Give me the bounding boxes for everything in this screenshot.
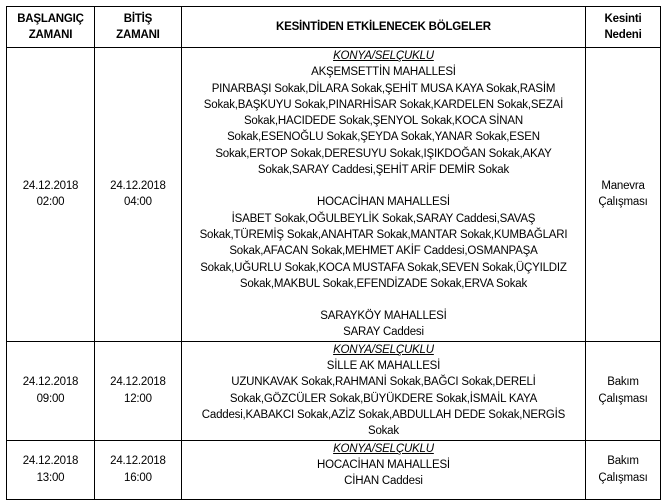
neighborhood-title: AKŞEMSETTİN MAHALLESİ (311, 66, 456, 79)
street-list-line: Sokak,BAŞKUYU Sokak,PINARHİSAR Sokak,KARDELEN Sokak,SEZAİ (203, 98, 564, 111)
start-time-cell: 24.12.2018 02:00 (7, 48, 95, 342)
street-list-line: Sokak,GÖZCÜLER Sokak,BÜYÜKDERE Sokak,İSMAİL KAYA (229, 392, 538, 405)
street-list-line: SARAY Caddesi (343, 326, 424, 339)
header-start-time: BAŞLANGIÇ ZAMANI (7, 7, 95, 48)
street-list-line: Sokak,ERTOP Sokak,DERESUYU Sokak,IŞIKDOĞAN Sokak,AKAY (215, 147, 552, 160)
header-row (7, 7, 661, 48)
start-time-cell: 24.12.2018 13:00 (7, 440, 95, 499)
province-label: KONYA/SELÇUKLU (333, 343, 434, 356)
street-list-line: CİHAN Caddesi (344, 475, 423, 488)
outage-table (6, 6, 661, 500)
neighborhood-title: HOCACİHAN MAHALLESİ (316, 196, 450, 209)
street-list-line: Sokak,AFACAN Sokak,MEHMET AKİF Caddesi,OSMANPAŞA (229, 245, 538, 258)
street-list-line: Sokak (367, 425, 399, 438)
regions-cell (181, 341, 585, 440)
end-time-cell: 24.12.2018 12:00 (94, 341, 181, 440)
street-list-line: Sokak,TÜREMİŞ Sokak,ANAHTAR Sokak,MANTAR Sokak,KUMBAĞLARI (199, 228, 568, 241)
spacer (185, 178, 582, 194)
spacer (185, 292, 582, 308)
reason-cell: Bakım Çalışması (586, 341, 661, 440)
header-end-time: BİTİŞ ZAMANI (94, 7, 181, 48)
street-list-line: Caddesi,KABAKCI Sokak,AZİZ Sokak,ABDULLAH DEDE Sokak,NERGİS (201, 408, 566, 421)
province-label: KONYA/SELÇUKLU (333, 442, 434, 455)
regions-cell (181, 440, 585, 499)
street-list-line: Sokak,ESENOĞLU Sokak,ŞEYDA Sokak,YANAR Sokak,ESEN (227, 131, 540, 144)
street-list-line: UZUNKAVAK Sokak,RAHMANİ Sokak,BAĞCI Sokak,DERELİ (231, 376, 536, 389)
street-list-line: Sokak,SARAY Caddesi,ŞEHİT ARİF DEMİR Sokak (257, 164, 509, 177)
table-row (7, 440, 661, 499)
end-time-cell: 24.12.2018 04:00 (94, 48, 181, 342)
street-list-line: Sokak,MAKBUL Sokak,EFENDİZADE Sokak,ERVA Sokak (239, 277, 528, 290)
regions-cell (181, 48, 585, 342)
street-list-line: PINARBAŞI Sokak,DİLARA Sokak,ŞEHİT MUSA KAYA Sokak,RASİM (211, 82, 556, 95)
header-reason: Kesinti Nedeni (586, 7, 661, 48)
street-list-line: İSABET Sokak,OĞULBEYLİK Sokak,SARAY Caddesi,SAVAŞ (231, 212, 536, 225)
end-time-cell: 24.12.2018 16:00 (94, 440, 181, 499)
neighborhood-title: SİLLE AK MAHALLESİ (326, 360, 441, 373)
neighborhood-title: HOCACİHAN MAHALLESİ (316, 458, 450, 471)
neighborhood-title: SARAYKÖY MAHALLESİ (320, 310, 447, 323)
reason-cell: Bakım Çalışması (586, 440, 661, 499)
table-row (7, 341, 661, 440)
table-row (7, 48, 661, 342)
header-regions: KESİNTİDEN ETKİLENECEK BÖLGELER (181, 7, 585, 48)
province-label: KONYA/SELÇUKLU (333, 50, 434, 62)
street-list-line: Sokak,HACIDEDE Sokak,ŞENYOL Sokak,KOCA SİNAN (243, 115, 523, 128)
start-time-cell: 24.12.2018 09:00 (7, 341, 95, 440)
reason-cell: Manevra Çalışması (586, 48, 661, 342)
street-list-line: Sokak,UĞURLU Sokak,KOCA MUSTAFA Sokak,SEVEN Sokak,ÜÇYILDIZ (200, 261, 567, 274)
